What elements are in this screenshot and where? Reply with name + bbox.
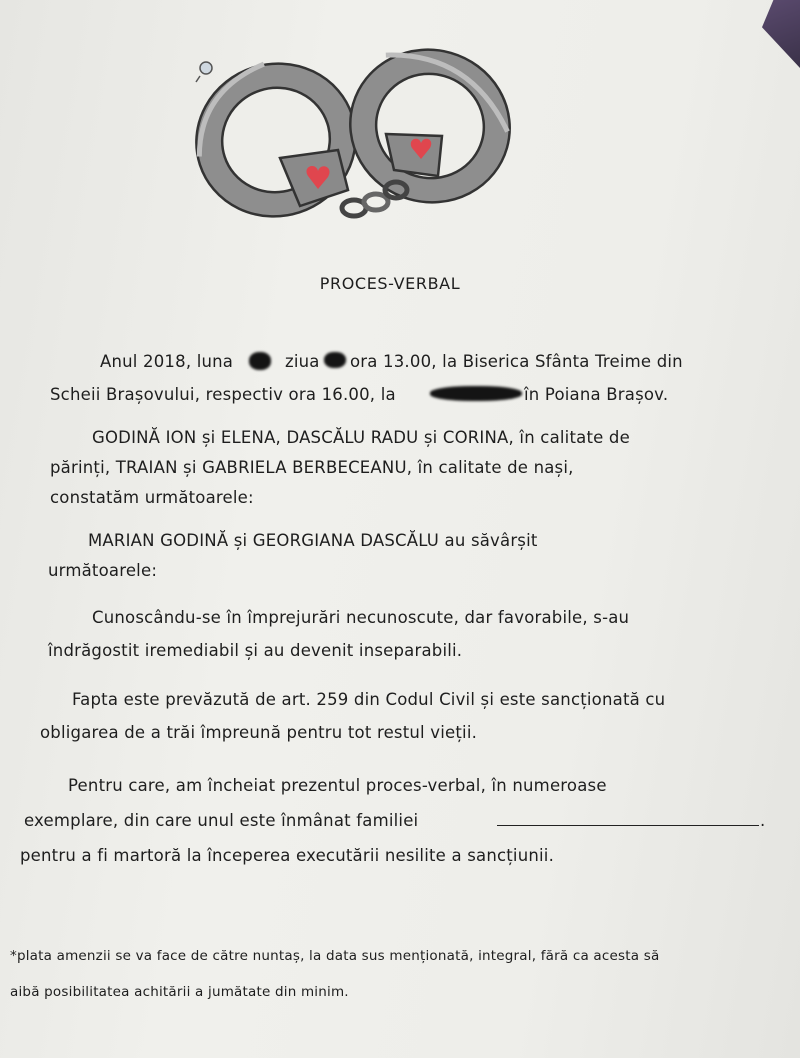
p2-line1: GODINĂ ION și ELENA, DASCĂLU RADU și CORINA, în calitate de xyxy=(92,428,630,447)
footnote-line2: aibă posibilitatea achitării a jumătate din minim. xyxy=(10,984,349,1000)
p5-line1: Fapta este prevăzută de art. 259 din Codul Civil și este sancționată cu xyxy=(72,690,666,709)
p3-line1: MARIAN GODINĂ și GEORGIANA DASCĂLU au săvârșit xyxy=(88,531,538,550)
document-title: PROCES-VERBAL xyxy=(319,274,461,293)
p1-line1-mid: ziua xyxy=(285,352,320,371)
p4-line1: Cunoscându-se în împrejurări necunoscute, dar favorabile, s-au xyxy=(92,608,630,627)
p2-line3: constatăm următoarele: xyxy=(50,488,254,507)
p1-line1-end: ora 13.00, la Biserica Sfânta Treime din xyxy=(350,352,683,371)
background-corner xyxy=(762,0,800,68)
p2-line2: părinți, TRAIAN și GABRIELA BERBECEANU, în calitate de nași, xyxy=(50,458,574,477)
p5-line2: obligarea de a trăi împreună pentru tot restul vieții. xyxy=(40,723,478,742)
p1-line1-start: Anul 2018, luna xyxy=(100,352,234,371)
family-name-blank xyxy=(497,825,759,826)
p6-line2-end: . xyxy=(760,811,766,830)
p4-line2: îndrăgostit iremediabil și au devenit inseparabili. xyxy=(48,641,463,660)
footnote-line1: *plata amenzii se va face de către nuntaș, la data sus menționată, integral, fără ca acesta să xyxy=(10,948,660,964)
handcuffs-with-hearts-icon xyxy=(188,40,518,240)
p6-line1: Pentru care, am încheiat prezentul proces-verbal, în numeroase xyxy=(68,776,607,795)
p1-line2-start: Scheii Brașovului, respectiv ora 16.00, la xyxy=(50,385,396,404)
redaction-mark xyxy=(249,352,271,370)
p6-line3: pentru a fi martoră la începerea executării nesilite a sancțiunii. xyxy=(20,846,555,865)
redaction-mark xyxy=(430,386,522,401)
p3-line2: următoarele: xyxy=(48,561,158,580)
redaction-mark xyxy=(324,352,346,368)
p6-line2: exemplare, din care unul este înmânat familiei xyxy=(24,811,419,830)
p1-line2-end: în Poiana Brașov. xyxy=(524,385,669,404)
